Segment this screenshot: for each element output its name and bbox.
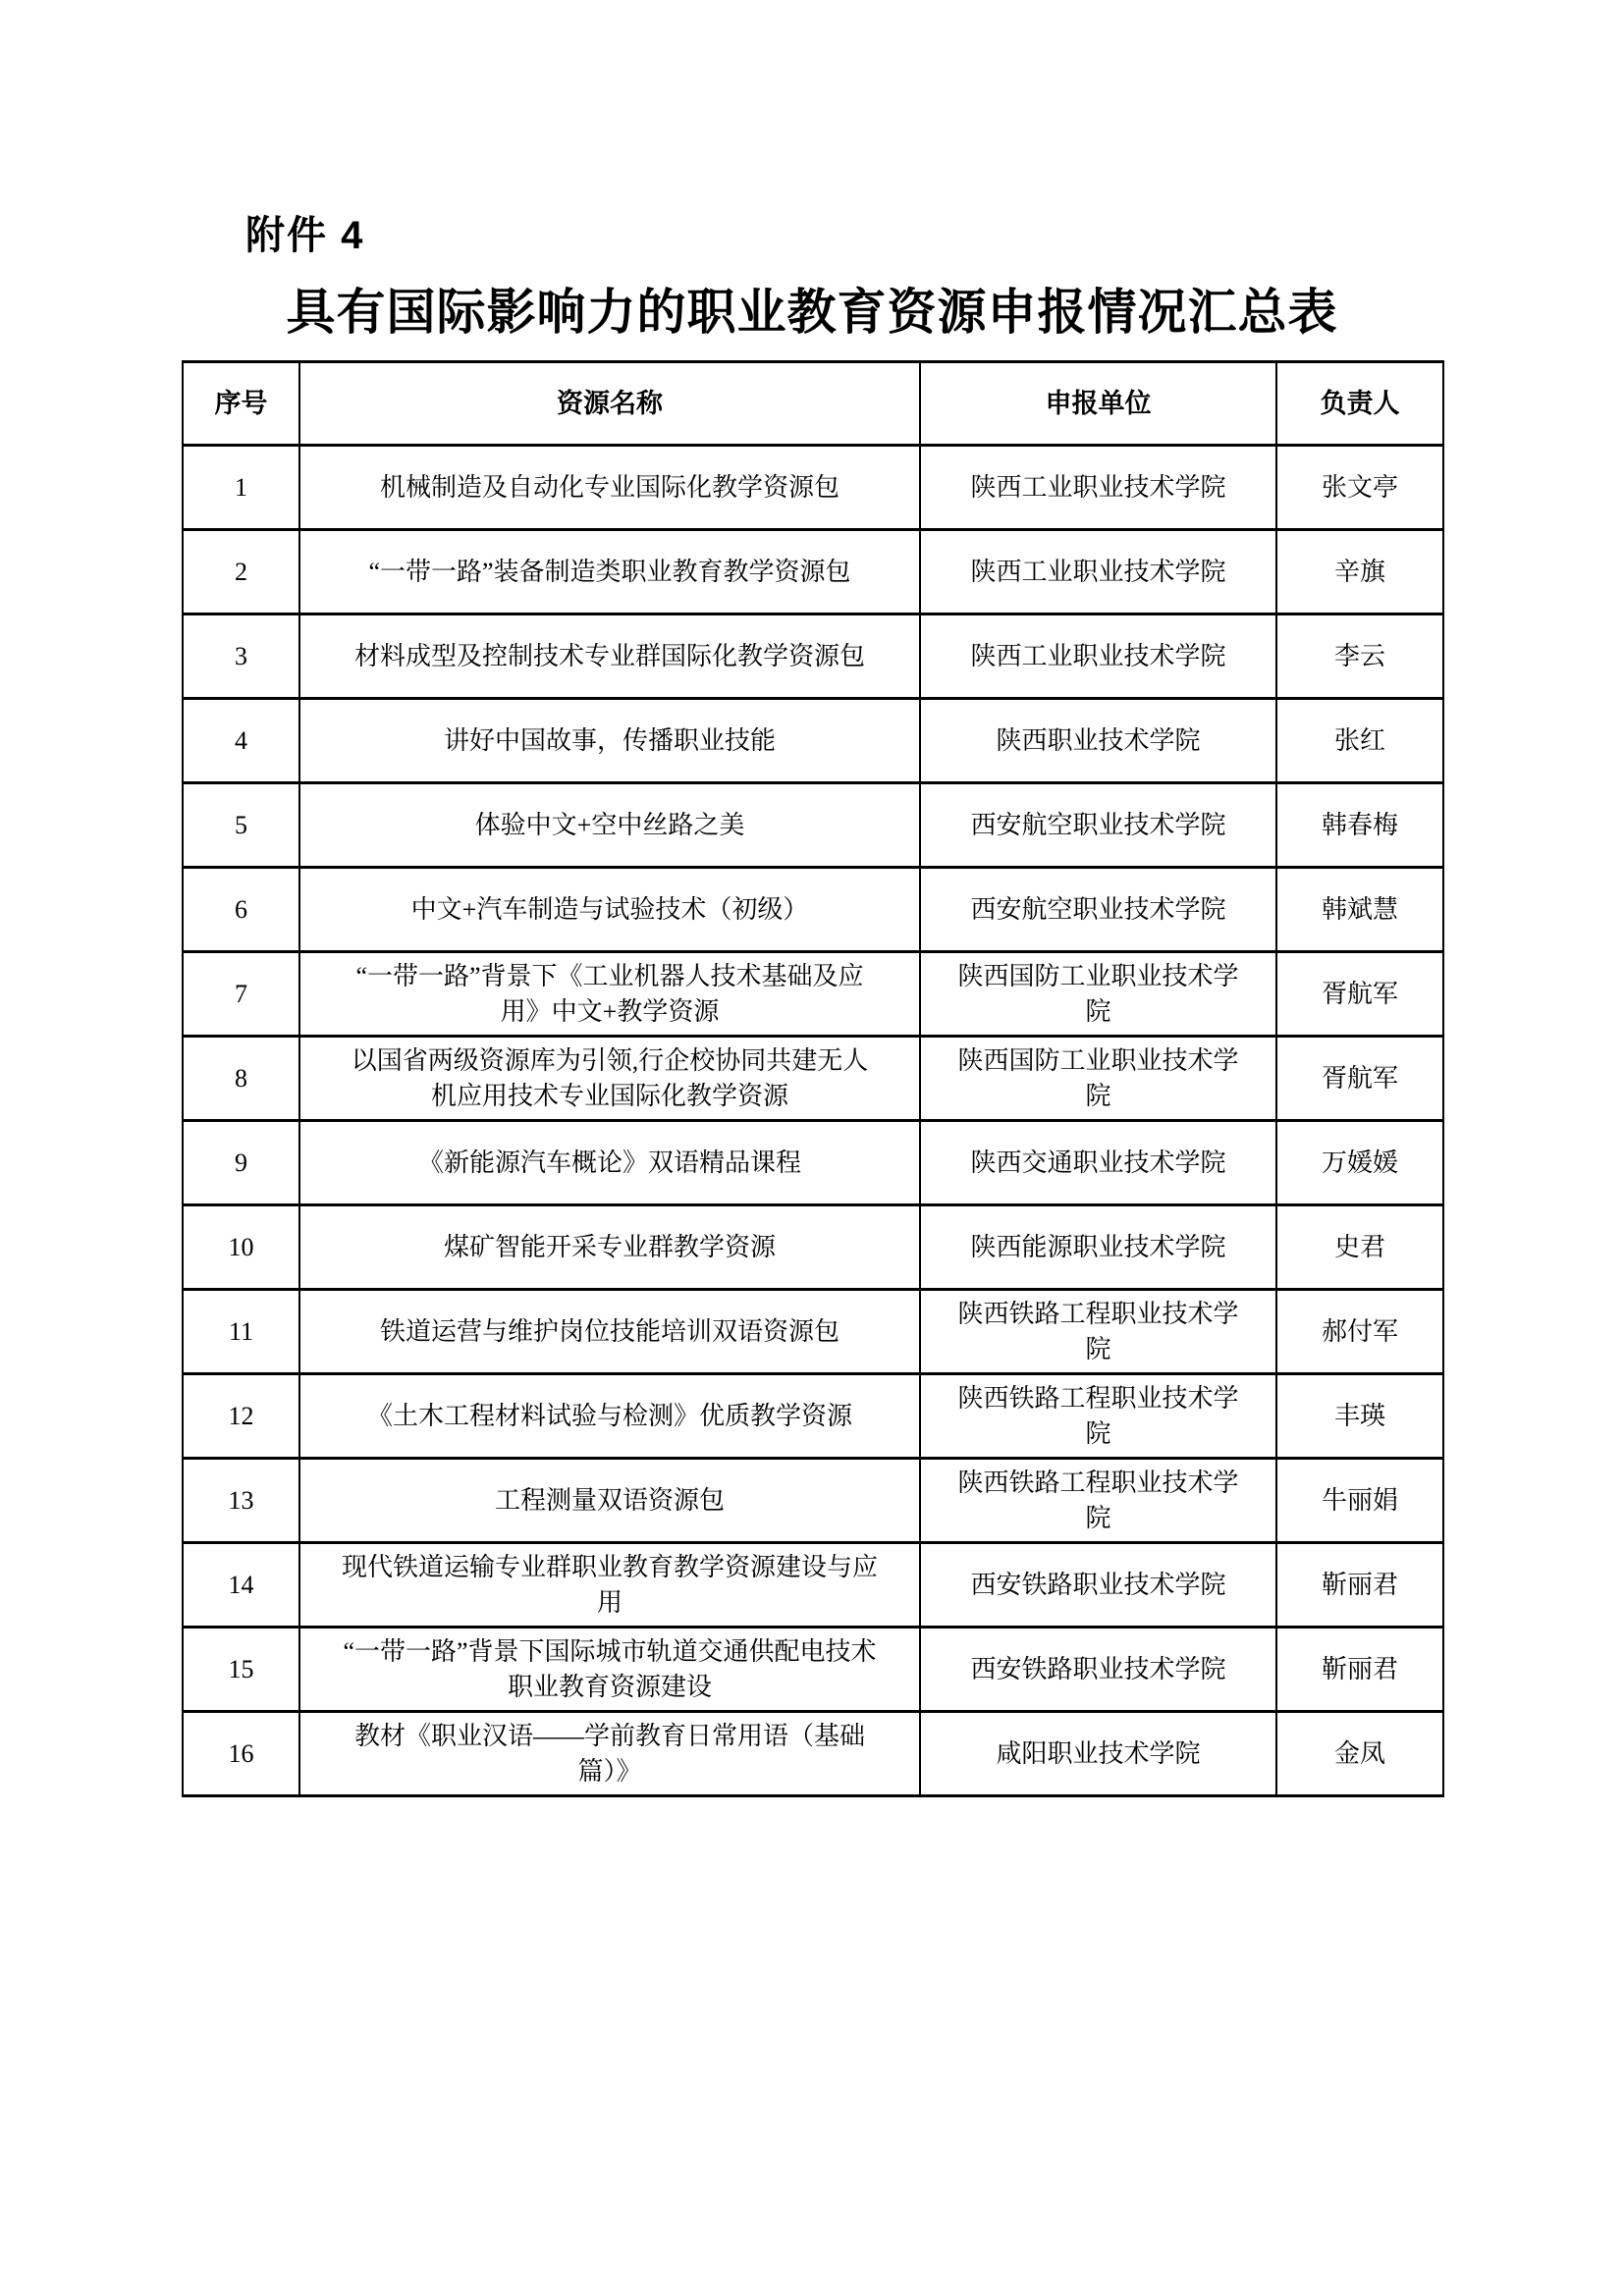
row-number-cell: 2 [183,530,299,614]
responsible-person-cell: 胥航军 [1276,952,1443,1037]
applicant-unit-cell: 陕西职业技术学院 [920,699,1276,783]
column-header-resource: 资源名称 [299,362,920,446]
table-body [183,446,1443,1796]
attachment-label: 附件 4 [245,214,365,257]
applicant-unit-cell: 西安航空职业技术学院 [920,868,1276,952]
responsible-person-cell: 辛旗 [1276,530,1443,614]
resource-name-cell: 讲好中国故事，传播职业技能 [299,699,920,783]
responsible-person-cell: 万媛媛 [1276,1121,1443,1205]
table-row [183,530,1443,614]
resource-name-cell: 煤矿智能开采专业群教学资源 [299,1205,920,1290]
table-row [183,783,1443,868]
resource-name-cell: 现代铁道运输专业群职业教育教学资源建设与应用 [299,1543,920,1628]
row-number-cell: 13 [183,1459,299,1543]
table-row [183,1205,1443,1290]
row-number-cell: 15 [183,1628,299,1712]
applicant-unit-cell: 西安铁路职业技术学院 [920,1543,1276,1628]
applicant-unit-cell: 陕西工业职业技术学院 [920,446,1276,530]
row-number-cell: 5 [183,783,299,868]
responsible-person-cell: 郝付军 [1276,1290,1443,1374]
responsible-person-cell: 胥航军 [1276,1037,1443,1121]
table-row [183,1037,1443,1121]
resource-name-cell: “一带一路”装备制造类职业教育教学资源包 [299,530,920,614]
table-row [183,1374,1443,1459]
table-header [183,362,1443,446]
applicant-unit-cell: 陕西工业职业技术学院 [920,530,1276,614]
applicant-unit-cell: 陕西能源职业技术学院 [920,1205,1276,1290]
row-number-cell: 16 [183,1712,299,1796]
table-row [183,1459,1443,1543]
row-number-cell: 1 [183,446,299,530]
responsible-person-cell: 韩斌慧 [1276,868,1443,952]
table-row [183,446,1443,530]
resource-name-cell: 机械制造及自动化专业国际化教学资源包 [299,446,920,530]
resource-name-cell: “一带一路”背景下国际城市轨道交通供配电技术职业教育资源建设 [299,1628,920,1712]
responsible-person-cell: 靳丽君 [1276,1543,1443,1628]
table-row [183,614,1443,699]
row-number-cell: 4 [183,699,299,783]
row-number-cell: 12 [183,1374,299,1459]
table-row [183,1628,1443,1712]
responsible-person-cell: 金凤 [1276,1712,1443,1796]
row-number-cell: 9 [183,1121,299,1205]
responsible-person-cell: 靳丽君 [1276,1628,1443,1712]
row-number-cell: 8 [183,1037,299,1121]
column-header-no: 序号 [183,362,299,446]
responsible-person-cell: 韩春梅 [1276,783,1443,868]
resource-name-cell: “一带一路”背景下《工业机器人技术基础及应用》中文+教学资源 [299,952,920,1037]
row-number-cell: 14 [183,1543,299,1628]
column-header-person: 负责人 [1276,362,1443,446]
resource-name-cell: 铁道运营与维护岗位技能培训双语资源包 [299,1290,920,1374]
header-row [183,362,1443,446]
applicant-unit-cell: 陕西工业职业技术学院 [920,614,1276,699]
table-row [183,699,1443,783]
applicant-unit-cell: 陕西铁路工程职业技术学院 [920,1459,1276,1543]
row-number-cell: 7 [183,952,299,1037]
applicant-unit-cell: 西安航空职业技术学院 [920,783,1276,868]
applicant-unit-cell: 陕西国防工业职业技术学院 [920,1037,1276,1121]
row-number-cell: 10 [183,1205,299,1290]
resource-name-cell: 中文+汽车制造与试验技术（初级） [299,868,920,952]
table-row [183,1290,1443,1374]
applicant-unit-cell: 陕西铁路工程职业技术学院 [920,1290,1276,1374]
page-title: 具有国际影响力的职业教育资源申报情况汇总表 [286,285,1338,340]
resource-name-cell: 体验中文+空中丝路之美 [299,783,920,868]
responsible-person-cell: 史君 [1276,1205,1443,1290]
table-row [183,1712,1443,1796]
table-row [183,1121,1443,1205]
row-number-cell: 11 [183,1290,299,1374]
summary-table [182,360,1444,1797]
resource-name-cell: 工程测量双语资源包 [299,1459,920,1543]
applicant-unit-cell: 咸阳职业技术学院 [920,1712,1276,1796]
row-number-cell: 3 [183,614,299,699]
resource-name-cell: 材料成型及控制技术专业群国际化教学资源包 [299,614,920,699]
responsible-person-cell: 张文亭 [1276,446,1443,530]
applicant-unit-cell: 西安铁路职业技术学院 [920,1628,1276,1712]
table-row [183,1543,1443,1628]
applicant-unit-cell: 陕西交通职业技术学院 [920,1121,1276,1205]
applicant-unit-cell: 陕西国防工业职业技术学院 [920,952,1276,1037]
resource-name-cell: 以国省两级资源库为引领,行企校协同共建无人机应用技术专业国际化教学资源 [299,1037,920,1121]
resource-name-cell: 《土木工程材料试验与检测》优质教学资源 [299,1374,920,1459]
resource-name-cell: 教材《职业汉语——学前教育日常用语（基础篇）》 [299,1712,920,1796]
table-row [183,868,1443,952]
applicant-unit-cell: 陕西铁路工程职业技术学院 [920,1374,1276,1459]
responsible-person-cell: 张红 [1276,699,1443,783]
responsible-person-cell: 李云 [1276,614,1443,699]
resource-name-cell: 《新能源汽车概论》双语精品课程 [299,1121,920,1205]
row-number-cell: 6 [183,868,299,952]
responsible-person-cell: 牛丽娟 [1276,1459,1443,1543]
table-row [183,952,1443,1037]
column-header-unit: 申报单位 [920,362,1276,446]
responsible-person-cell: 丰瑛 [1276,1374,1443,1459]
